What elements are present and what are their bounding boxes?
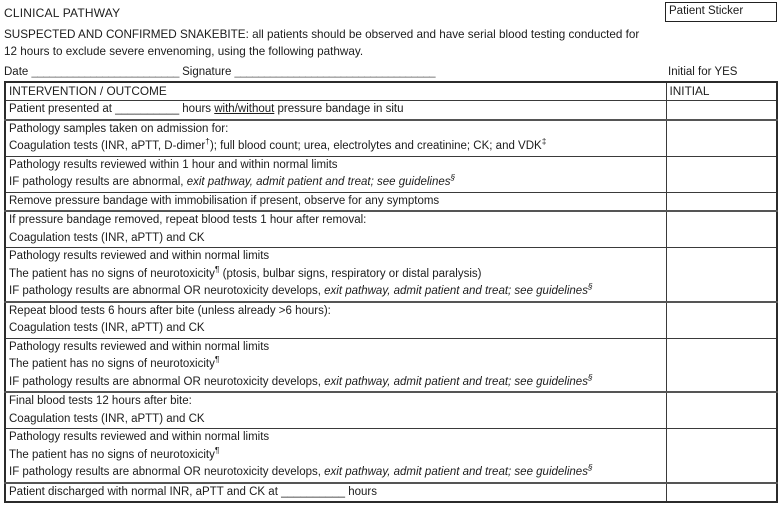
signature-label: Signature <box>182 66 232 78</box>
table-row <box>5 120 777 157</box>
table-row <box>5 483 777 503</box>
table-row <box>5 211 777 248</box>
initial-cell <box>666 338 777 392</box>
patient-sticker-label: Patient Sticker <box>669 5 744 17</box>
initial-cell <box>666 392 777 429</box>
intervention-cell: Final blood tests 12 hours after bite: Coagulation tests (INR, aPTT) and CK <box>5 392 666 429</box>
intervention-cell: Patient presented at __________ hours with/without pressure bandage in situ <box>5 101 666 120</box>
patient-sticker-box <box>665 2 777 22</box>
intro-line1: all patients should be observed and have serial blood testing conducted for <box>248 28 640 41</box>
initial-cell <box>666 211 777 248</box>
table-row <box>5 101 777 120</box>
date-signature-fields <box>4 66 435 78</box>
intervention-cell: Pathology results reviewed and within normal limits The patient has no signs of neurotoxicity¶ (ptosis, bulbar signs, respiratory or distal paralysis) IF pathology results are abnormal OR neurotoxicity develops, exit pathway, admit patient and treat; see guidelines§ <box>5 248 666 302</box>
initial-cell <box>666 120 777 157</box>
pathway-table <box>4 81 778 503</box>
initial-for-yes-label: Initial for YES <box>668 66 738 78</box>
date-blank-line: _________________________ <box>31 66 179 78</box>
table-row <box>5 248 777 302</box>
intervention-cell: Pathology results reviewed within 1 hour and within normal limits IF pathology results are abnormal, exit pathway, admit patient and treat; see guidelines§ <box>5 156 666 192</box>
intervention-cell: Remove pressure bandage with immobilisation if present, observe for any symptoms <box>5 192 666 211</box>
table-header-row <box>5 82 777 101</box>
signature-blank-line: __________________________________ <box>234 66 436 78</box>
table-row <box>5 302 777 339</box>
intro-paragraph <box>4 27 777 60</box>
initial-header: INITIAL <box>666 82 777 101</box>
date-signature-row <box>4 66 777 81</box>
table-row <box>5 156 777 192</box>
initial-cell <box>666 101 777 120</box>
table-row <box>5 338 777 392</box>
date-label: Date <box>4 66 29 78</box>
table-row <box>5 192 777 211</box>
initial-cell <box>666 156 777 192</box>
initial-cell <box>666 192 777 211</box>
table-row <box>5 429 777 483</box>
page-title: CLINICAL PATHWAY <box>4 6 121 20</box>
intervention-cell: If pressure bandage removed, repeat blood tests 1 hour after removal: Coagulation tests (INR, aPTT) and CK <box>5 211 666 248</box>
initial-cell <box>666 429 777 483</box>
intervention-cell: Pathology results reviewed and within normal limits The patient has no signs of neurotoxicity¶ IF pathology results are abnormal OR neurotoxicity develops, exit pathway, admit patient and treat; see guidelines§ <box>5 338 666 392</box>
intervention-cell: Pathology samples taken on admission for: Coagulation tests (INR, aPTT, D-dimer†); full blood count; urea, electrolytes and creatinine; CK; and VDK‡ <box>5 120 666 157</box>
intro-line2: 12 hours to exclude severe envenoming, using the following pathway. <box>4 44 364 58</box>
intervention-cell: Repeat blood tests 6 hours after bite (unless already >6 hours): Coagulation tests (INR, aPTT) and CK <box>5 302 666 339</box>
initial-cell <box>666 302 777 339</box>
intervention-cell: Patient discharged with normal INR, aPTT and CK at __________ hours <box>5 483 666 503</box>
intervention-outcome-header: INTERVENTION / OUTCOME <box>5 82 666 101</box>
intervention-cell: Pathology results reviewed and within normal limits The patient has no signs of neurotoxicity¶ IF pathology results are abnormal OR neurotoxicity develops, exit pathway, admit patient and treat; see guidelines§ <box>5 429 666 483</box>
initial-cell <box>666 483 777 503</box>
table-row <box>5 392 777 429</box>
intro-lead: SUSPECTED AND CONFIRMED SNAKEBITE: <box>4 28 249 41</box>
initial-cell <box>666 248 777 302</box>
